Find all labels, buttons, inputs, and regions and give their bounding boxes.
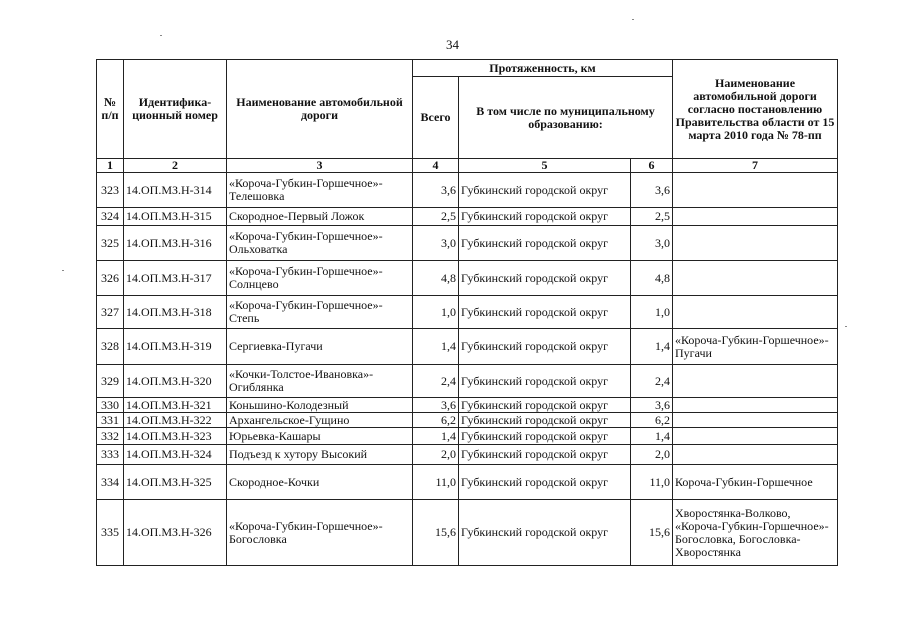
- header-total: Всего: [413, 77, 459, 159]
- scan-speck: [160, 35, 162, 36]
- header-id: Идентифика-ционный номер: [124, 60, 227, 159]
- total-length: 2,0: [413, 445, 459, 465]
- decree-road-name: [673, 445, 838, 465]
- road-id: 14.ОП.МЗ.Н-316: [124, 226, 227, 261]
- total-length: 3,6: [413, 398, 459, 413]
- decree-road-name: [673, 296, 838, 329]
- total-length: 11,0: [413, 465, 459, 500]
- municipality-length: 1,4: [631, 428, 673, 445]
- municipality-length: 2,5: [631, 208, 673, 226]
- decree-road-name: [673, 208, 838, 226]
- decree-road-name: [673, 398, 838, 413]
- header-number: 6: [631, 159, 673, 173]
- header-number: 3: [227, 159, 413, 173]
- table-row: [97, 413, 838, 428]
- decree-road-name: «Короча-Губкин-Горшечное»-Пугачи: [673, 329, 838, 365]
- scan-speck: [845, 326, 847, 327]
- table-row: [97, 208, 838, 226]
- total-length: 2,5: [413, 208, 459, 226]
- header-length-group: Протяженность, км: [413, 60, 673, 77]
- total-length: 3,6: [413, 173, 459, 208]
- municipality: Губкинский городской округ: [459, 296, 631, 329]
- row-number: 324: [97, 208, 124, 226]
- table-row: [97, 465, 838, 500]
- row-number: 329: [97, 365, 124, 398]
- total-length: 4,8: [413, 261, 459, 296]
- road-id: 14.ОП.МЗ.Н-325: [124, 465, 227, 500]
- municipality-length: 4,8: [631, 261, 673, 296]
- road-name: Коньшино-Колодезный: [227, 398, 413, 413]
- table-row: [97, 500, 838, 566]
- header-name: Наименование автомобильной дороги: [227, 60, 413, 159]
- row-number: 334: [97, 465, 124, 500]
- municipality-length: 2,4: [631, 365, 673, 398]
- road-name: «Короча-Губкин-Горшечное»-Телешовка: [227, 173, 413, 208]
- header-including: В том числе по муниципальному образованию:: [459, 77, 673, 159]
- road-name: Архангельское-Гущино: [227, 413, 413, 428]
- municipality: Губкинский городской округ: [459, 413, 631, 428]
- municipality: Губкинский городской округ: [459, 465, 631, 500]
- header-number: 1: [97, 159, 124, 173]
- total-length: 1,4: [413, 428, 459, 445]
- municipality-length: 3,6: [631, 398, 673, 413]
- road-id: 14.ОП.МЗ.Н-318: [124, 296, 227, 329]
- municipality: Губкинский городской округ: [459, 428, 631, 445]
- municipality-length: 3,6: [631, 173, 673, 208]
- road-id: 14.ОП.МЗ.Н-320: [124, 365, 227, 398]
- road-id: 14.ОП.МЗ.Н-317: [124, 261, 227, 296]
- total-length: 3,0: [413, 226, 459, 261]
- decree-road-name: [673, 365, 838, 398]
- decree-road-name: [673, 413, 838, 428]
- table-row: [97, 428, 838, 445]
- municipality: Губкинский городской округ: [459, 261, 631, 296]
- table-row: [97, 226, 838, 261]
- header-number: 4: [413, 159, 459, 173]
- table-row: [97, 365, 838, 398]
- municipality-length: 1,0: [631, 296, 673, 329]
- municipality-length: 6,2: [631, 413, 673, 428]
- municipality-length: 2,0: [631, 445, 673, 465]
- road-id: 14.ОП.МЗ.Н-322: [124, 413, 227, 428]
- decree-road-name: [673, 226, 838, 261]
- municipality: Губкинский городской округ: [459, 173, 631, 208]
- road-name: «Короча-Губкин-Горшечное»-Степь: [227, 296, 413, 329]
- road-name: «Короча-Губкин-Горшечное»-Солнцево: [227, 261, 413, 296]
- table-row: [97, 173, 838, 208]
- header-decree: Наименование автомобильной дороги согласно постановлению Правительства области от 15 марта 2010 года № 78-пп: [673, 60, 838, 159]
- road-name: «Короча-Губкин-Горшечное»-Богословка: [227, 500, 413, 566]
- table-row: [97, 296, 838, 329]
- road-id: 14.ОП.МЗ.Н-323: [124, 428, 227, 445]
- road-id: 14.ОП.МЗ.Н-314: [124, 173, 227, 208]
- row-number: 335: [97, 500, 124, 566]
- total-length: 1,4: [413, 329, 459, 365]
- row-number: 325: [97, 226, 124, 261]
- total-length: 6,2: [413, 413, 459, 428]
- road-id: 14.ОП.МЗ.Н-319: [124, 329, 227, 365]
- header-number: 7: [673, 159, 838, 173]
- municipality: Губкинский городской округ: [459, 226, 631, 261]
- road-id: 14.ОП.МЗ.Н-321: [124, 398, 227, 413]
- municipality: Губкинский городской округ: [459, 208, 631, 226]
- road-name: Скородное-Первый Ложок: [227, 208, 413, 226]
- municipality: Губкинский городской округ: [459, 500, 631, 566]
- row-number: 328: [97, 329, 124, 365]
- road-name: «Кочки-Толстое-Ивановка»-Огиблянка: [227, 365, 413, 398]
- total-length: 1,0: [413, 296, 459, 329]
- municipality: Губкинский городской округ: [459, 398, 631, 413]
- scan-speck: [62, 270, 64, 271]
- road-name: Юрьевка-Кашары: [227, 428, 413, 445]
- decree-road-name: [673, 261, 838, 296]
- road-id: 14.ОП.МЗ.Н-326: [124, 500, 227, 566]
- row-number: 333: [97, 445, 124, 465]
- row-number: 327: [97, 296, 124, 329]
- decree-road-name: [673, 428, 838, 445]
- municipality-length: 15,6: [631, 500, 673, 566]
- roads-table: [96, 59, 838, 566]
- municipality-length: 1,4: [631, 329, 673, 365]
- header-no: № п/п: [97, 60, 124, 159]
- row-number: 330: [97, 398, 124, 413]
- row-number: 332: [97, 428, 124, 445]
- road-id: 14.ОП.МЗ.Н-315: [124, 208, 227, 226]
- road-name: «Короча-Губкин-Горшечное»-Ольховатка: [227, 226, 413, 261]
- row-number: 331: [97, 413, 124, 428]
- decree-road-name: Хворостянка-Волково, «Короча-Губкин-Горшечное»-Богословка, Богословка-Хворостянка: [673, 500, 838, 566]
- municipality: Губкинский городской округ: [459, 365, 631, 398]
- municipality: Губкинский городской округ: [459, 445, 631, 465]
- total-length: 2,4: [413, 365, 459, 398]
- road-id: 14.ОП.МЗ.Н-324: [124, 445, 227, 465]
- road-name: Скородное-Кочки: [227, 465, 413, 500]
- row-number: 323: [97, 173, 124, 208]
- decree-road-name: [673, 173, 838, 208]
- header-number: 5: [459, 159, 631, 173]
- total-length: 15,6: [413, 500, 459, 566]
- table-row: [97, 445, 838, 465]
- decree-road-name: Короча-Губкин-Горшечное: [673, 465, 838, 500]
- municipality: Губкинский городской округ: [459, 329, 631, 365]
- road-name: Подъезд к хутору Высокий: [227, 445, 413, 465]
- page-number: 34: [446, 37, 459, 52]
- road-name: Сергиевка-Пугачи: [227, 329, 413, 365]
- municipality-length: 3,0: [631, 226, 673, 261]
- scan-speck: [632, 19, 634, 20]
- table-row: [97, 398, 838, 413]
- header-number: 2: [124, 159, 227, 173]
- row-number: 326: [97, 261, 124, 296]
- table-row: [97, 261, 838, 296]
- municipality-length: 11,0: [631, 465, 673, 500]
- table-row: [97, 329, 838, 365]
